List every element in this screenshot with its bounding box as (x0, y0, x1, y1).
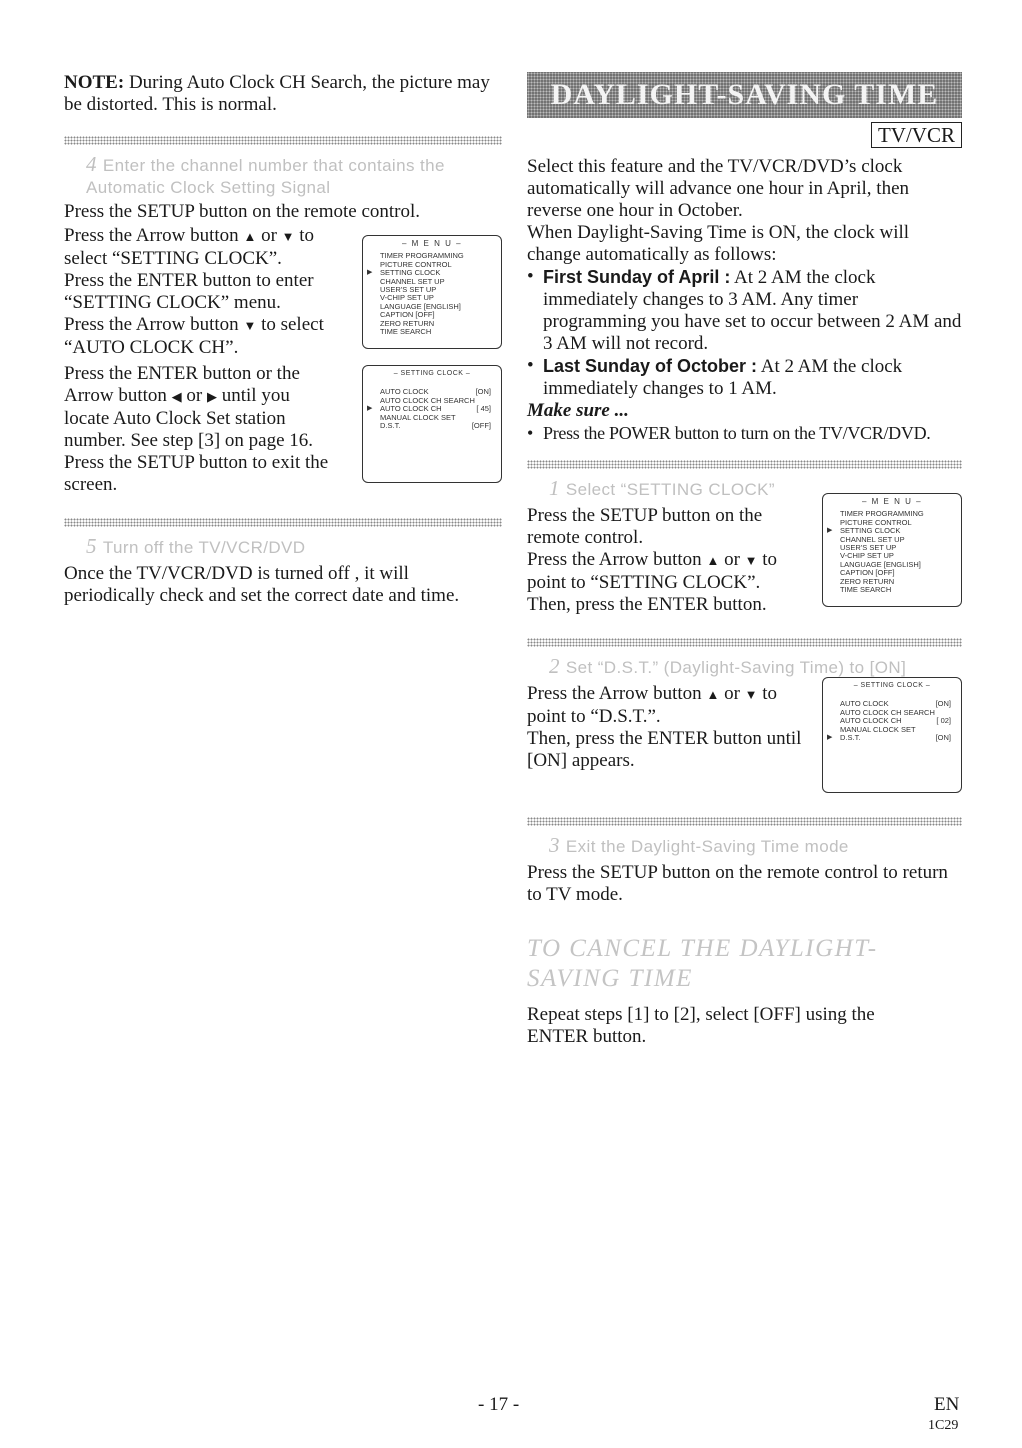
step1-p2-b: or (719, 549, 745, 570)
menu-item: TIME SEARCH (840, 585, 892, 595)
step4-heading-line2: Automatic Clock Setting Signal (86, 178, 331, 197)
menu-item: PICTURE CONTROL (380, 259, 452, 269)
menu-item: PICTURE CONTROL (840, 517, 912, 527)
menu-item: TIMER PROGRAMMING (840, 509, 924, 519)
step5-text: Once the TV/VCR/DVD is turned off , it will periodically check and set the correct date and time. (64, 563, 460, 606)
step4-p3-b: to select “AUTO CLOCK CH”. (64, 314, 324, 358)
setting-value: [OFF] (471, 421, 491, 431)
step4-p4-c: until you locate Auto Clock Set station number. See step [3] on page 16. (64, 385, 314, 451)
step2-number: 2 (549, 654, 560, 678)
arrow-down-icon: ▼ (243, 318, 257, 333)
note (64, 72, 502, 116)
menu-item: V-CHIP SET UP (840, 551, 894, 561)
arrow-up-icon: ▲ (706, 687, 720, 702)
menu-item: TIME SEARCH (380, 327, 432, 337)
arrow-left-icon: ◀ (171, 389, 182, 404)
step1-heading-text: Select “SETTING CLOCK” (565, 480, 775, 499)
bullet-october (527, 355, 962, 400)
step4-p2: Press the ENTER button to enter “SETTING CLOCK” menu. (64, 270, 314, 313)
right-column (527, 72, 962, 1048)
step4-p1-b: or (256, 225, 282, 246)
step4-p4 (64, 363, 339, 452)
note-text: During Auto Clock CH Search, the picture may be distorted. This is normal. (64, 72, 490, 115)
setting-label: AUTO CLOCK CH SEARCH (840, 707, 935, 717)
step2-wrap (527, 683, 962, 793)
dotted-divider (527, 817, 962, 826)
step1-p2-a: Press the Arrow button (527, 549, 707, 570)
setting-label: AUTO CLOCK CH (840, 716, 902, 726)
step5-number: 5 (86, 534, 97, 558)
step2-p1-c: to point to “D.S.T.”. (527, 683, 778, 727)
bullet-power: • Press the POWER button to turn on the TV/VCR/DVD. (527, 422, 962, 444)
menu-item: CAPTION [OFF] (380, 310, 435, 320)
menu-item: LANGUAGE [ENGLISH] (380, 301, 461, 311)
setting-clock-title: – SETTING CLOCK – (393, 370, 471, 377)
step2-heading-text: Set “D.S.T.” (Daylight-Saving Time) to [ON] (565, 658, 907, 677)
arrow-up-icon: ▲ (243, 229, 257, 244)
cancel-heading: TO CANCEL THE DAYLIGHT-SAVING TIME (527, 935, 878, 992)
setting-value: [ON] (935, 733, 951, 743)
setting-label: D.S.T. (840, 733, 861, 743)
step4-p1-c: to (294, 225, 315, 246)
intro-2: When Daylight-Saving Time is ON, the clock will change automatically as follows: (527, 222, 910, 265)
setting-row (363, 422, 501, 430)
step1-p3: Then, press the ENTER button. (527, 594, 767, 615)
step4-line1: Press the SETUP button on the remote control. (64, 201, 421, 222)
step3-number: 3 (549, 833, 560, 857)
arrow-up-icon: ▲ (706, 553, 720, 568)
step2-heading (527, 655, 962, 679)
step4-p5: Press the SETUP button to exit the screen. (64, 452, 329, 495)
step4-p3 (64, 314, 349, 359)
page-number: - 17 - (478, 1394, 520, 1415)
bullet-april-text: At 2 AM the clock immediately changes to 3 AM. Any timer programming you have set to occur between 2 AM and 3 AM will not record. (543, 267, 962, 354)
badge-row (527, 122, 962, 148)
dotted-divider (527, 460, 962, 469)
step1-p2 (527, 549, 812, 594)
step4-p4-b: or (181, 385, 207, 406)
setting-label: AUTO CLOCK (840, 699, 889, 709)
menu-item: TIMER PROGRAMMING (380, 251, 464, 261)
setting-label: AUTO CLOCK (380, 387, 429, 397)
step3-heading-text: Exit the Daylight-Saving Time mode (565, 837, 849, 856)
setting-value: [ON] (475, 387, 491, 397)
menu-item: USER'S SET UP (840, 543, 897, 553)
menu-item-selected: ▶ SETTING CLOCK (823, 527, 961, 535)
step2-p1-a: Press the Arrow button (527, 683, 707, 704)
step4-heading-line2-wrap (64, 177, 502, 199)
menu-item: ZERO RETURN (840, 576, 895, 586)
step4-heading-line1: Enter the channel number that contains the (102, 156, 445, 175)
bullet-april-label: First Sunday of April : (543, 267, 731, 287)
arrow-down-icon: ▼ (744, 687, 758, 702)
left-column (64, 72, 502, 607)
setting-clock-screen (822, 677, 962, 793)
setting-label: D.S.T. (380, 421, 401, 431)
setting-value: [ 02] (936, 716, 951, 726)
step4-number: 4 (86, 152, 97, 176)
step4-text-block (64, 225, 362, 359)
arrow-right-icon: ▶ (206, 389, 217, 404)
menu-item: CHANNEL SET UP (840, 534, 905, 544)
tv-vcr-badge: TV/VCR (871, 122, 962, 148)
setting-label: MANUAL CLOCK SET (380, 412, 456, 422)
dotted-divider (64, 518, 502, 527)
make-sure-heading: Make sure ... (527, 400, 629, 421)
bullet-october-label: Last Sunday of October : (543, 356, 758, 376)
cancel-text: Repeat steps [1] to [2], select [OFF] using the ENTER button. (527, 1004, 875, 1047)
step1-p2-c: to point to “SETTING CLOCK”. (527, 549, 778, 593)
step3-text: Press the SETUP button on the remote control to return to TV mode. (527, 862, 948, 905)
step1-p1: Press the SETUP button on the remote control. (527, 505, 763, 548)
menu-item: V-CHIP SET UP (380, 293, 434, 303)
step2-text-block (527, 683, 822, 772)
menu-title: – M E N U – (401, 239, 463, 248)
setting-label: AUTO CLOCK CH (380, 404, 442, 414)
step1-wrap (527, 497, 962, 616)
dotted-divider (64, 136, 502, 145)
document-code: 1C29 (928, 1418, 959, 1433)
arrow-down-icon: ▼ (281, 229, 295, 244)
menu-item: CAPTION [OFF] (840, 568, 895, 578)
bullet-april (527, 266, 962, 355)
setting-label: AUTO CLOCK CH SEARCH (380, 395, 475, 405)
setting-value: [ 45] (476, 404, 491, 414)
language-code: EN (934, 1394, 960, 1415)
step4-p3-a: Press the Arrow button (64, 314, 244, 335)
section-banner: DAYLIGHT-SAVING TIME (527, 72, 962, 118)
menu-screen (362, 235, 502, 349)
menu-screen (822, 493, 962, 607)
setting-clock-screen (362, 365, 502, 483)
arrow-down-icon: ▼ (744, 553, 758, 568)
step1-text-block (527, 505, 822, 616)
step5-heading-text: Turn off the TV/VCR/DVD (102, 538, 306, 557)
menu-item-selected: ▶ SETTING CLOCK (363, 269, 501, 277)
dotted-divider (527, 638, 962, 647)
step4-p4-a: Press the ENTER button or the Arrow button (64, 363, 300, 406)
step5-heading (64, 535, 502, 559)
step4-text-block-2 (64, 363, 362, 496)
menu-item: ZERO RETURN (380, 318, 435, 328)
step3-heading (527, 834, 962, 858)
note-label: NOTE: (64, 72, 125, 93)
step4-p1 (64, 225, 362, 270)
menu-item: USER'S SET UP (380, 285, 437, 295)
menu-item: CHANNEL SET UP (380, 276, 445, 286)
setting-value: [ON] (935, 699, 951, 709)
step4-p1-a: Press the Arrow button (64, 225, 244, 246)
step4-menu-wrap (64, 225, 502, 359)
step2-p1-b: or (719, 683, 745, 704)
intro-1: Select this feature and the TV/VCR/DVD’s clock automatically will advance one hour in April, then reverse one hour in October. (527, 156, 910, 221)
step1-number: 1 (549, 476, 560, 500)
setting-clock-title: – SETTING CLOCK – (853, 682, 931, 689)
menu-item: LANGUAGE [ENGLISH] (840, 559, 921, 569)
step4-heading (64, 153, 502, 177)
step2-p1 (527, 683, 807, 728)
setting-label: MANUAL CLOCK SET (840, 724, 916, 734)
menu-title: – M E N U – (861, 497, 923, 506)
step4-p1-d: select “SETTING CLOCK”. (64, 248, 282, 269)
setting-row-selected (823, 734, 961, 742)
step4-setting-wrap (64, 363, 502, 496)
bullet-october-text: At 2 AM the clock immediately changes to 1 AM. (543, 356, 903, 399)
step2-p2: Then, press the ENTER button until [ON] appears. (527, 728, 802, 771)
